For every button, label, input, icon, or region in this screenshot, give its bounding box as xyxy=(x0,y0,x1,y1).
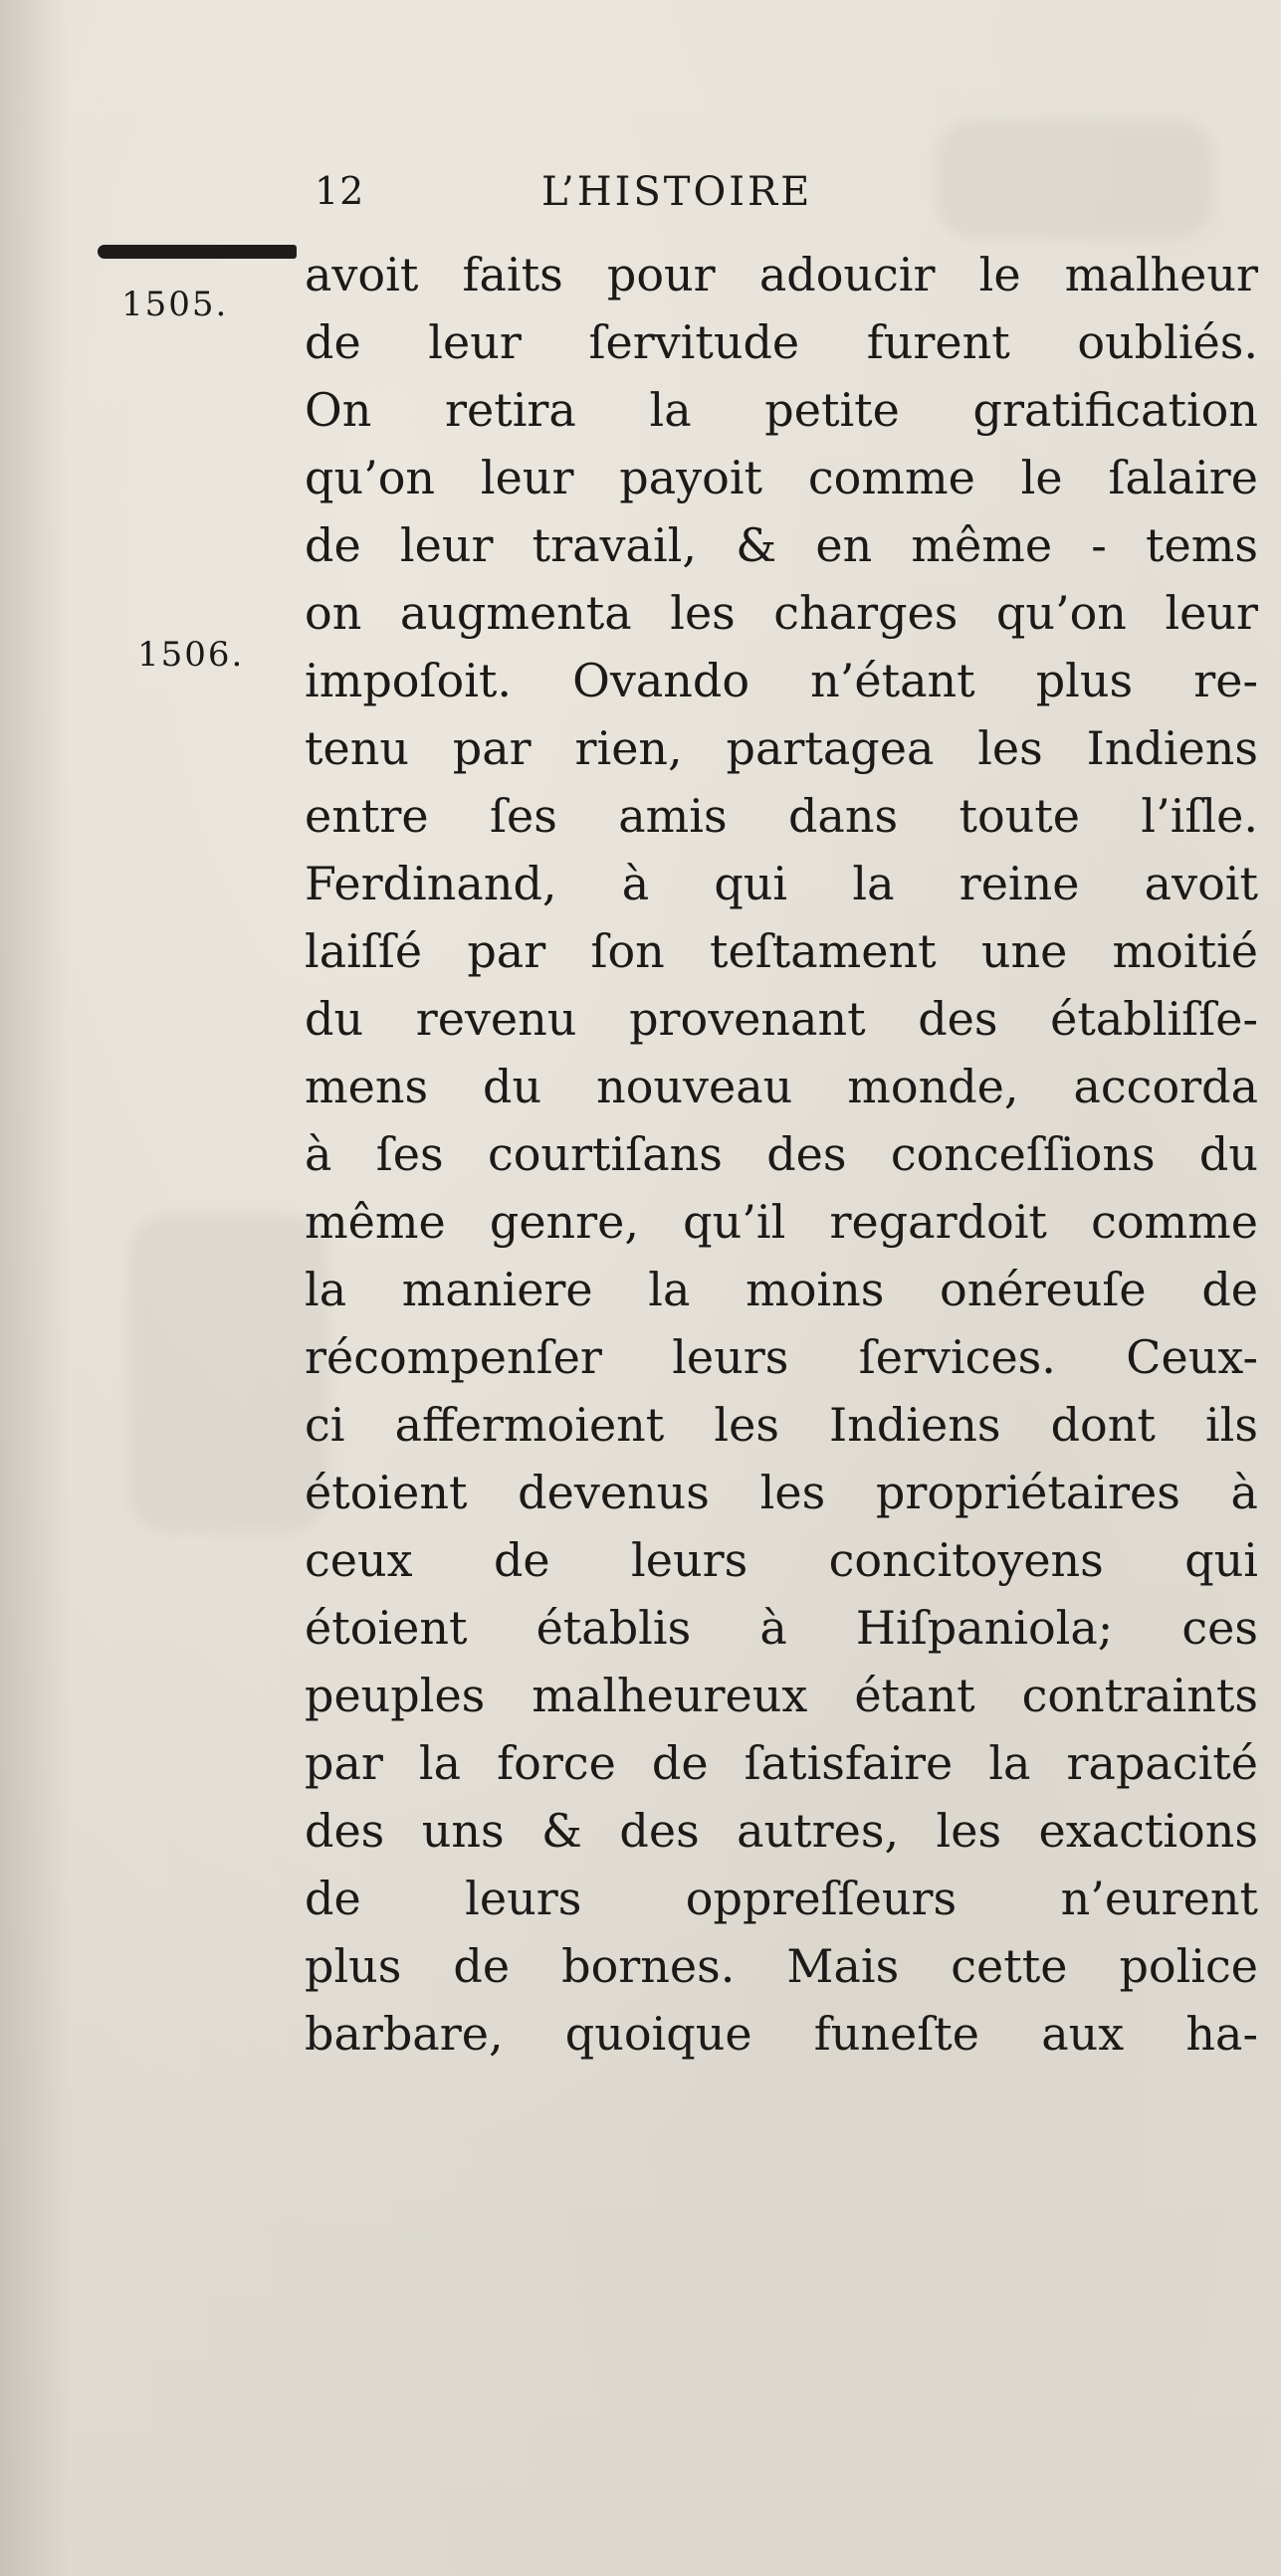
page-spine-shadow xyxy=(0,0,70,2576)
show-through-bleed xyxy=(129,1214,328,1532)
running-title: L’HISTOIRE xyxy=(541,169,813,215)
text-line: de leur travail, & en même - tems xyxy=(305,518,1258,572)
text-line: de leurs oppreſſeurs n’eurent xyxy=(305,1872,1258,1925)
text-line: étoient devenus les propriétaires à xyxy=(305,1466,1258,1519)
text-line: la maniere la moins onéreuſe de xyxy=(305,1263,1258,1316)
text-line: du revenu provenant des établiſſe- xyxy=(305,992,1258,1046)
text-line: étoient établis à Hiſpaniola; ces xyxy=(305,1601,1258,1655)
text-line: impoſoit. Ovando n’étant plus re- xyxy=(305,654,1258,707)
text-line: plus de bornes. Mais cette police xyxy=(305,1939,1258,1993)
text-line: ci affermoient les Indiens dont ils xyxy=(305,1398,1258,1452)
body-text xyxy=(305,241,1276,2068)
text-line: des uns & des autres, les exactions xyxy=(305,1804,1258,1858)
text-line: barbare, quoique funeſte aux ha- xyxy=(305,2007,1258,2061)
text-line: même genre, qu’il regardoit comme xyxy=(305,1195,1258,1249)
text-line: récompenſer leurs ſervices. Ceux- xyxy=(305,1330,1258,1384)
page-number: 12 xyxy=(315,169,365,213)
text-line: entre ſes amis dans toute l’iſle. xyxy=(305,789,1258,843)
margin-rule xyxy=(98,245,297,259)
text-line: Ferdinand, à qui la reine avoit xyxy=(305,857,1258,910)
text-line: ceux de leurs concitoyens qui xyxy=(305,1533,1258,1587)
text-line: qu’on leur payoit comme le ſalaire xyxy=(305,451,1258,504)
text-line: mens du nouveau monde, accorda xyxy=(305,1060,1258,1113)
text-line: avoit faits pour adoucir le malheur xyxy=(305,248,1258,301)
show-through-bleed xyxy=(936,119,1214,239)
text-line: peuples malheureux étant contraints xyxy=(305,1669,1258,1722)
text-line: par la force de ſatisfaire la rapacité xyxy=(305,1736,1258,1790)
text-line: tenu par rien, partagea les Indiens xyxy=(305,721,1258,775)
text-line: on augmenta les charges qu’on leur xyxy=(305,586,1258,640)
text-line: laiſſé par ſon teſtament une moitié xyxy=(305,924,1258,978)
margin-date: 1505. xyxy=(121,285,229,324)
margin-date: 1506. xyxy=(137,635,245,675)
text-line: de leur ſervitude furent oubliés. xyxy=(305,315,1258,369)
text-line: à ſes courtiſans des conceſſions du xyxy=(305,1127,1258,1181)
text-line: On retira la petite gratification xyxy=(305,383,1258,437)
running-header xyxy=(315,169,961,229)
